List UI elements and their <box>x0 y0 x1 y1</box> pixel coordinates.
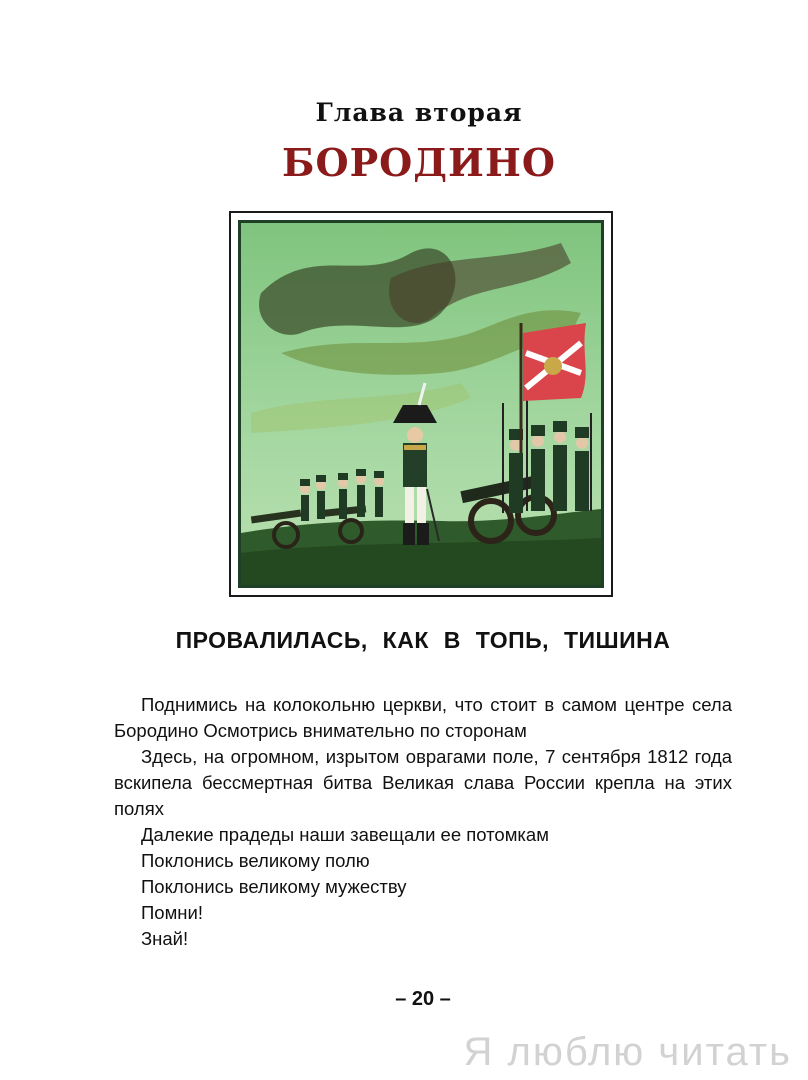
paragraph: Знай! <box>141 928 189 949</box>
watermark: Я люблю читать <box>463 1030 792 1074</box>
chapter-title: БОРОДИНО <box>282 140 556 185</box>
illustration-frame <box>229 211 613 597</box>
battle-painting-icon <box>238 220 604 588</box>
illustration-svg <box>241 223 601 585</box>
paragraph: Поднимись на колокольню церкви, что стоит в самом центре села Бородино Осмотрись внимательно по сторонам <box>114 694 732 741</box>
paragraph: Поклонись великому мужеству <box>141 876 407 897</box>
paragraph: Поклонись великому полю <box>141 850 370 871</box>
page-number: – 20 – <box>395 988 451 1010</box>
body-text <box>114 692 732 952</box>
paragraph: Далекие прадеды наши завещали ее потомкам <box>141 824 549 845</box>
chapter-label: Глава вторая <box>315 98 523 127</box>
paragraph: Здесь, на огромном, изрытом оврагами поле, 7 сентября 1812 года вскипела бессмертная битва Великая слава России крепла на этих полях <box>114 746 732 819</box>
paragraph: Помни! <box>141 902 203 923</box>
section-heading: ПРОВАЛИЛАСЬ, КАК В ТОПЬ, ТИШИНА <box>175 627 671 653</box>
